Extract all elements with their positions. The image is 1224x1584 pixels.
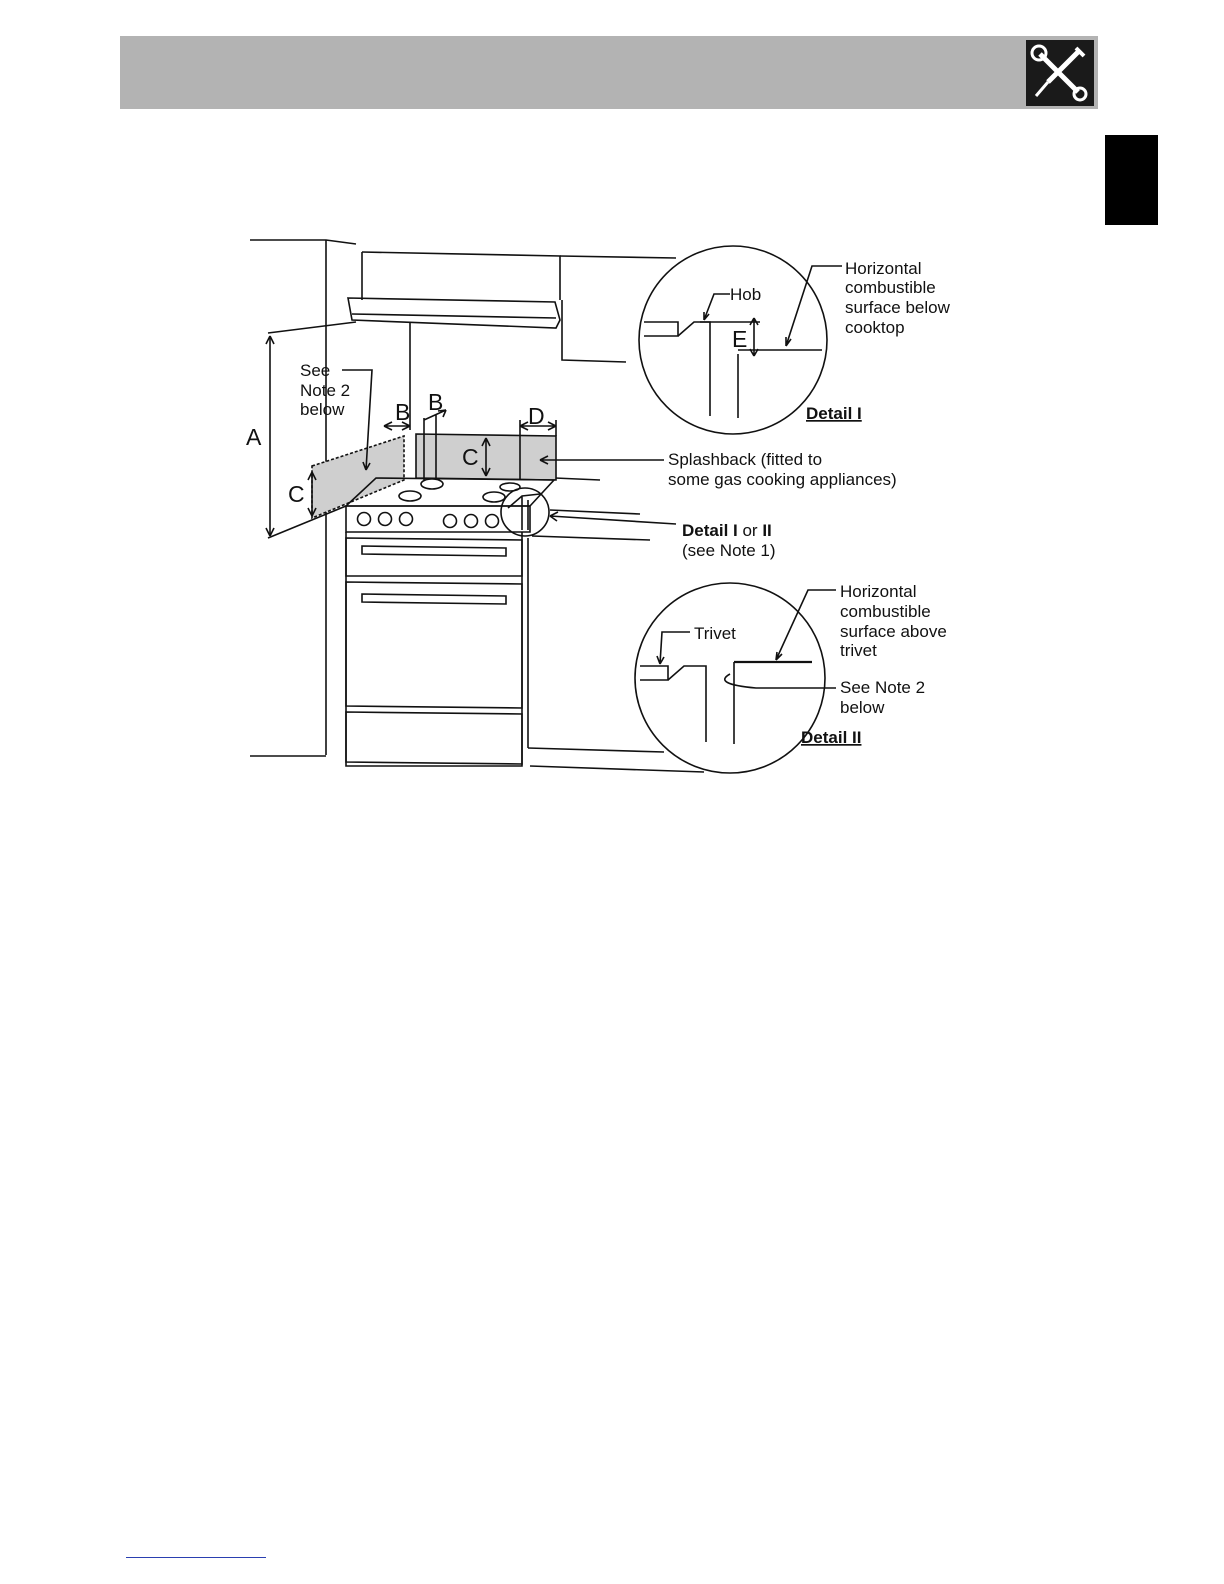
detail-ref-d2: II — [762, 521, 772, 540]
splashback-label-line2: some gas cooking appliances) — [668, 470, 897, 489]
dimension-label-b-right: B — [428, 389, 444, 415]
detail-ref-note: (see Note 1) — [682, 541, 776, 560]
footer-rule — [126, 1557, 266, 1558]
detail-ref-d1: Detail I — [682, 521, 738, 540]
detail2-surface-line3: surface above — [840, 622, 947, 641]
dimension-label-a: A — [246, 424, 262, 450]
dimension-label-b-left: B — [395, 399, 411, 425]
detail1-surface-line3: surface below — [845, 298, 950, 317]
detail-ref-label — [682, 521, 772, 540]
detail1-surface-line4: cooktop — [845, 318, 905, 337]
dimension-label-c-rear: C — [462, 444, 479, 470]
detail2-note-line1: See Note 2 — [840, 678, 926, 697]
detail1-title: Detail I — [806, 404, 862, 423]
dimension-label-d: D — [528, 403, 545, 429]
detail2-trivet-label: Trivet — [694, 624, 736, 643]
detail2-surface-line1: Horizontal — [840, 582, 917, 601]
detail1-surface-line2: combustible — [845, 278, 936, 297]
detail1-surface-line1: Horizontal — [845, 259, 922, 278]
see-note2-line2: Note 2 — [300, 381, 351, 400]
detail1-hob-label: Hob — [730, 285, 762, 304]
see-note2-line3: below — [300, 400, 345, 419]
splashback-label-line1: Splashback (fitted to — [668, 450, 823, 469]
dimension-label-e: E — [732, 326, 748, 352]
detail-ref-or: or — [737, 521, 763, 540]
see-note2-line1: See — [300, 361, 331, 380]
detail2-surface-line2: combustible — [840, 602, 931, 621]
detail2-note-line2: below — [840, 698, 885, 717]
dimension-label-c-left: C — [288, 481, 305, 507]
detail2-title: Detail II — [801, 728, 862, 747]
detail2-surface-line4: trivet — [840, 641, 877, 660]
